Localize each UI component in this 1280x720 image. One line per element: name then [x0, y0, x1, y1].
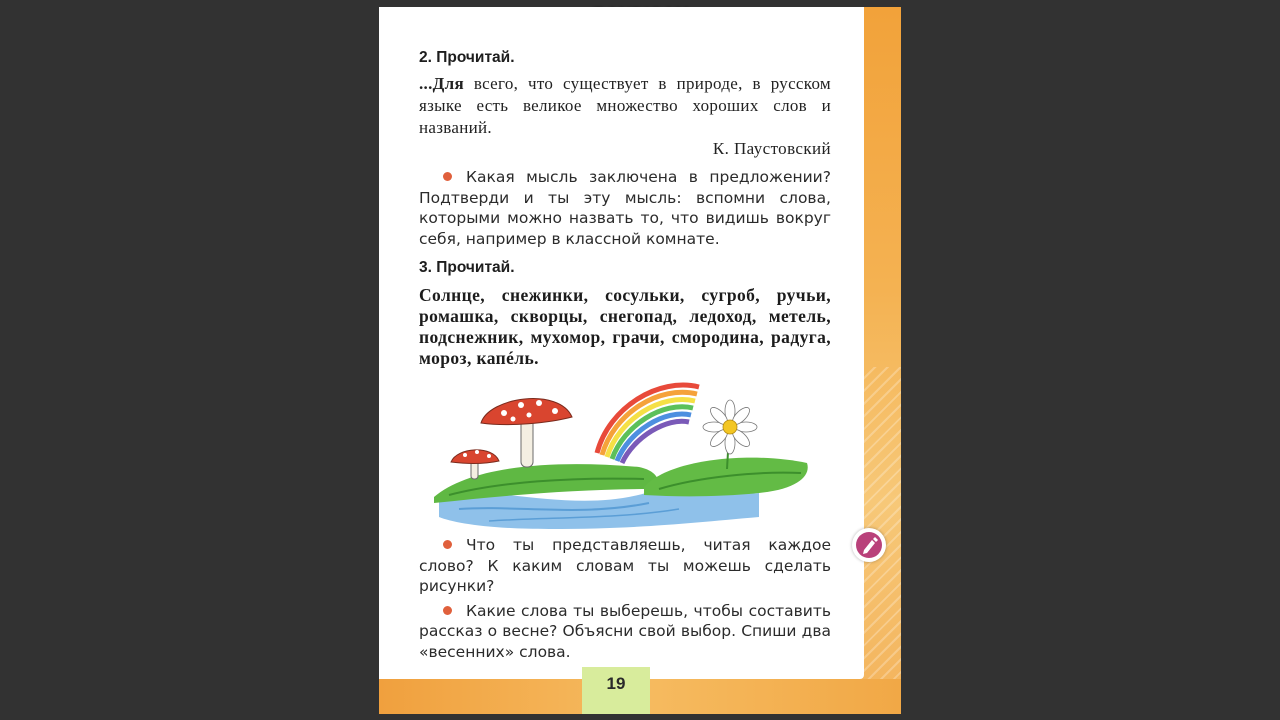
pen-icon [852, 528, 886, 562]
task-3-question-2 [419, 601, 831, 663]
quote-author: К. Паустовский [712, 139, 831, 158]
quote-lead: ...Для [419, 74, 464, 93]
task-3-words: Солнце, снежинки, сосульки, сугроб, ручьи, ромашка, скворцы, снегопад, ледоход, метель, подснежник, мухомор, грачи, смородина, радуга, мороз, капéль. [419, 285, 831, 368]
task-3-question-1 [419, 535, 831, 597]
daisy [703, 400, 757, 454]
task-2-question-text: Какая мысль заключена в предложении? Подтверди и ты эту мысль: вспомни слова, которыми можно назвать то, что видишь вокруг себя, например в классной комнате. [419, 168, 831, 248]
task-3-question-1-text: Что ты представляешь, читая каждое слово? К каким словам ты можешь сделать рисунки? [419, 536, 831, 595]
task-3-question-2-text: Какие слова ты выберешь, чтобы составить рассказ о весне? Объясни свой выбор. Спиши два «весенних» слова. [419, 601, 831, 661]
textbook-page [379, 7, 901, 714]
left-bank [434, 464, 658, 503]
rainbow [597, 385, 699, 463]
bullet-icon [443, 606, 452, 615]
task-3-heading: 3. Прочитай. [419, 259, 515, 276]
task-2-quote [419, 73, 831, 139]
task-2-heading: 2. Прочитай. [419, 49, 515, 66]
task-2 [419, 49, 831, 249]
quote-text: всего, что существует в природе, в русском языке есть великое множество хороших слов и названий. [419, 74, 831, 137]
task-3 [419, 259, 831, 369]
page-number: 19 [582, 667, 650, 714]
bullet-icon [443, 540, 452, 549]
spring-illustration [429, 367, 819, 532]
mushroom-cap [481, 399, 572, 425]
bullet-icon [443, 172, 452, 181]
task-2-question [419, 167, 831, 249]
task-3-questions [419, 535, 831, 662]
